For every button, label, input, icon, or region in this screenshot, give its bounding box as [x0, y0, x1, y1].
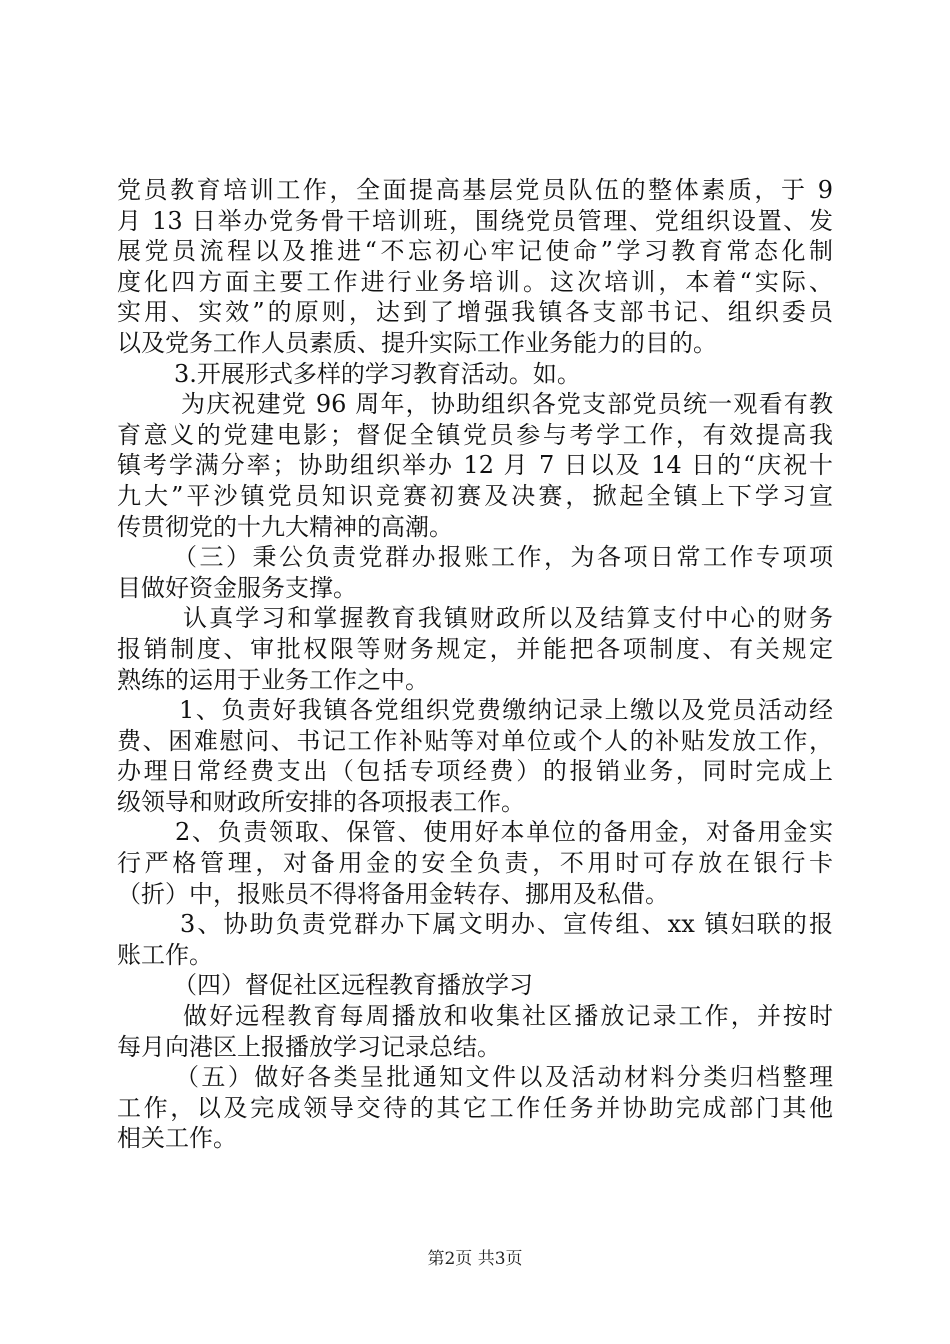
paragraph-celebration-activities [117, 389, 833, 542]
text-line: 相关工作。 [117, 1124, 237, 1153]
text-line: （四）督促社区远程教育播放学习 [173, 971, 533, 1000]
paragraph-item-2 [117, 817, 833, 909]
text-line: 展党员流程以及推进“不忘初心牢记使命”学习教育常态化制 [117, 237, 833, 266]
text-line: 育意义的党建电影；督促全镇党员参与考学工作，有效提高我 [117, 420, 833, 449]
text-line: 熟练的运用于业务工作之中。 [117, 665, 429, 694]
text-line: 账工作。 [117, 940, 213, 969]
text-line: 九大”平沙镇党员知识竞赛初赛及决赛，掀起全镇上下学习宣 [117, 481, 833, 510]
text-line: 为庆祝建党 96 周年，协助组织各党支部党员统一观看有教 [181, 390, 833, 419]
text-line: 1、负责好我镇各党组织党费缴纳记录上缴以及党员活动经 [179, 696, 833, 725]
text-line: （三）秉公负责党群办报账工作，为各项日常工作专项项 [173, 543, 833, 572]
text-line: 传贯彻党的十九大精神的高潮。 [117, 512, 453, 541]
text-line: 行严格管理，对备用金的安全负责，不用时可存放在银行卡 [117, 849, 833, 878]
text-line: 每月向港区上报播放学习记录总结。 [117, 1032, 501, 1061]
text-line: 目做好资金服务支撑。 [117, 573, 357, 602]
text-line: 费、困难慰问、书记工作补贴等对单位或个人的补贴发放工作， [117, 726, 833, 755]
text-line: （折）中，报账员不得将备用金转存、挪用及私借。 [117, 879, 669, 908]
text-line: （五）做好各类呈批通知文件以及活动材料分类归档整理 [175, 1063, 833, 1092]
text-line: 级领导和财政所安排的各项报表工作。 [117, 787, 525, 816]
paragraph-item-3 [117, 909, 833, 970]
text-line: 报销制度、审批权限等财务规定，并能把各项制度、有关规定 [117, 634, 833, 663]
text-line: 镇考学满分率；协助组织举办 12 月 7 日以及 14 日的“庆祝十 [117, 451, 833, 480]
paragraph-finance-rules [117, 603, 833, 695]
text-line: 工作，以及完成领导交待的其它工作任务并协助完成部门其他 [117, 1093, 833, 1122]
paragraph-heading-3 [117, 359, 833, 390]
text-line: 月 13 日举办党务骨干培训班，围绕党员管理、党组织设置、发 [117, 206, 833, 235]
text-line: 认真学习和掌握教育我镇财政所以及结算支付中心的财务 [183, 604, 833, 633]
text-line: 度化四方面主要工作进行业务培训。这次培训，本着“实际、 [117, 267, 833, 296]
text-line: 做好远程教育每周播放和收集社区播放记录工作，并按时 [183, 1002, 833, 1031]
paragraph-item-1 [117, 695, 833, 817]
text-line: 3.开展形式多样的学习教育活动。如。 [174, 359, 581, 388]
text-line: 2、负责领取、保管、使用好本单位的备用金，对备用金实 [175, 818, 833, 847]
paragraph-section-5 [117, 1062, 833, 1154]
paragraph-section-3-heading [117, 542, 833, 603]
paragraph-training-continuation [117, 175, 833, 359]
text-line: 党员教育培训工作，全面提高基层党员队伍的整体素质，于 9 [117, 176, 833, 204]
text-line: 办理日常经费支出（包括专项经费）的报销业务，同时完成上 [117, 757, 833, 786]
document-body [117, 175, 833, 1154]
paragraph-section-4-heading [117, 970, 833, 1001]
text-line: 3、协助负责党群办下属文明办、宣传组、xx 镇妇联的报 [180, 910, 833, 939]
text-line: 以及党务工作人员素质、提升实际工作业务能力的目的。 [117, 328, 717, 357]
page-number-footer: 第2页 共3页 [427, 1249, 523, 1269]
paragraph-remote-education [117, 1001, 833, 1062]
text-line: 实用、实效”的原则，达到了增强我镇各支部书记、组织委员 [117, 298, 833, 327]
